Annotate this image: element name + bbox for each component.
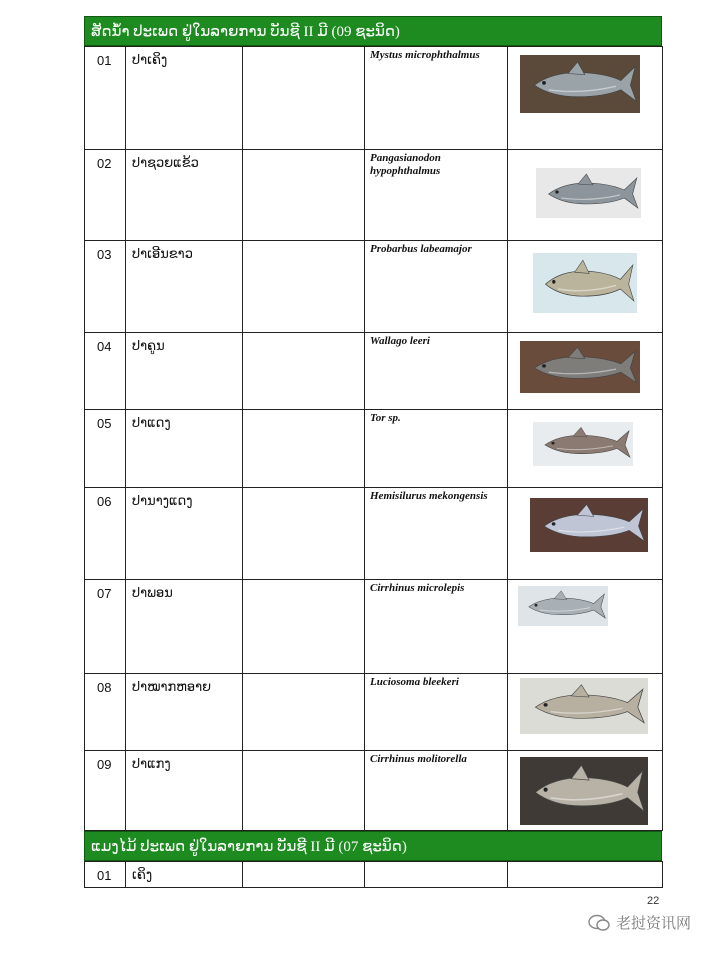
- empty-cell: [243, 751, 365, 831]
- scientific-name: Luciosoma bleekeri: [365, 674, 508, 751]
- empty-cell: [243, 580, 365, 674]
- lao-name: ປາຄູນ: [126, 333, 243, 410]
- fish-photo: [520, 757, 648, 825]
- scientific-name: Cirrhinus molitorella: [365, 751, 508, 831]
- empty-cell: [243, 488, 365, 580]
- fish-photo: [518, 586, 608, 626]
- scientific-name: Probarbus labeamajor: [365, 241, 508, 333]
- table-row: [85, 410, 663, 488]
- empty-cell: [243, 47, 365, 150]
- fish-photo-cell: [508, 241, 663, 333]
- fish-photo-cell: [508, 333, 663, 410]
- row-number: 05: [85, 410, 126, 488]
- table-row: [85, 333, 663, 410]
- fish-photo: [520, 341, 640, 393]
- fish-photo-cell: [508, 150, 663, 241]
- empty-cell: [243, 150, 365, 241]
- row-number: 07: [85, 580, 126, 674]
- section-header-insects: ແມງໄມ້ ປະເພດ ຢູ່ໃນລາຍການ ບັນຊີ II ມີ (07 ຊະນິດ): [84, 831, 662, 861]
- table-row: [85, 580, 663, 674]
- watermark: [588, 912, 691, 933]
- row-number: 01: [85, 47, 126, 150]
- fish-photo-cell: [508, 674, 663, 751]
- fish-table: [84, 46, 663, 831]
- fish-photo-cell: [508, 751, 663, 831]
- table-row: [85, 241, 663, 333]
- section-header-fish: ສັດນ້ຳ ປະເພດ ຢູ່ໃນລາຍການ ບັນຊີ II ມີ (09 ຊະນິດ): [84, 16, 662, 46]
- fish-photo-cell: [508, 488, 663, 580]
- row-number: 02: [85, 150, 126, 241]
- empty-cell: [243, 410, 365, 488]
- empty-cell: [243, 674, 365, 751]
- scientific-name: Pangasianodon hypophthalmus: [365, 150, 508, 241]
- table-row: [85, 488, 663, 580]
- table-row: [85, 862, 663, 888]
- fish-photo: [533, 253, 637, 313]
- table-row: [85, 47, 663, 150]
- row-number: 09: [85, 751, 126, 831]
- fish-photo: [536, 168, 641, 218]
- empty-cell: [243, 333, 365, 410]
- page-number: 22: [647, 895, 660, 907]
- table-row: [85, 674, 663, 751]
- fish-photo-cell: [508, 47, 663, 150]
- lao-name: ເຄິງ: [126, 862, 243, 888]
- scientific-name: Wallago leeri: [365, 333, 508, 410]
- scientific-name: Cirrhinus microlepis: [365, 580, 508, 674]
- fish-photo: [533, 422, 633, 466]
- scientific-name: Tor sp.: [365, 410, 508, 488]
- lao-name: ປາແດງ: [126, 410, 243, 488]
- fish-photo: [520, 678, 648, 734]
- row-number: 08: [85, 674, 126, 751]
- insect-table: [84, 861, 663, 888]
- lao-name: ປາເຄິງ: [126, 47, 243, 150]
- table-row: [85, 751, 663, 831]
- fish-photo-cell: [508, 580, 663, 674]
- row-number: 06: [85, 488, 126, 580]
- row-number: 01: [85, 862, 126, 888]
- species-table-sheet: [84, 16, 662, 888]
- chat-bubble-icon: [588, 914, 610, 932]
- empty-cell: [365, 862, 508, 888]
- row-number: 04: [85, 333, 126, 410]
- lao-name: ປານາງແດງ: [126, 488, 243, 580]
- empty-cell: [243, 241, 365, 333]
- scientific-name: Hemisilurus mekongensis: [365, 488, 508, 580]
- empty-cell: [243, 862, 365, 888]
- lao-name: ປາຊວຍແຂ້ວ: [126, 150, 243, 241]
- watermark-text: 老挝资讯网: [616, 915, 692, 932]
- row-number: 03: [85, 241, 126, 333]
- scientific-name: Mystus microphthalmus: [365, 47, 508, 150]
- fish-photo-cell: [508, 410, 663, 488]
- fish-photo: [530, 498, 648, 552]
- lao-name: ປາພອນ: [126, 580, 243, 674]
- lao-name: ປາແກງ: [126, 751, 243, 831]
- empty-cell: [508, 862, 663, 888]
- lao-name: ປາໝາກຫອາຍ: [126, 674, 243, 751]
- fish-photo: [520, 55, 640, 113]
- table-row: [85, 150, 663, 241]
- lao-name: ປາເອີນຂາວ: [126, 241, 243, 333]
